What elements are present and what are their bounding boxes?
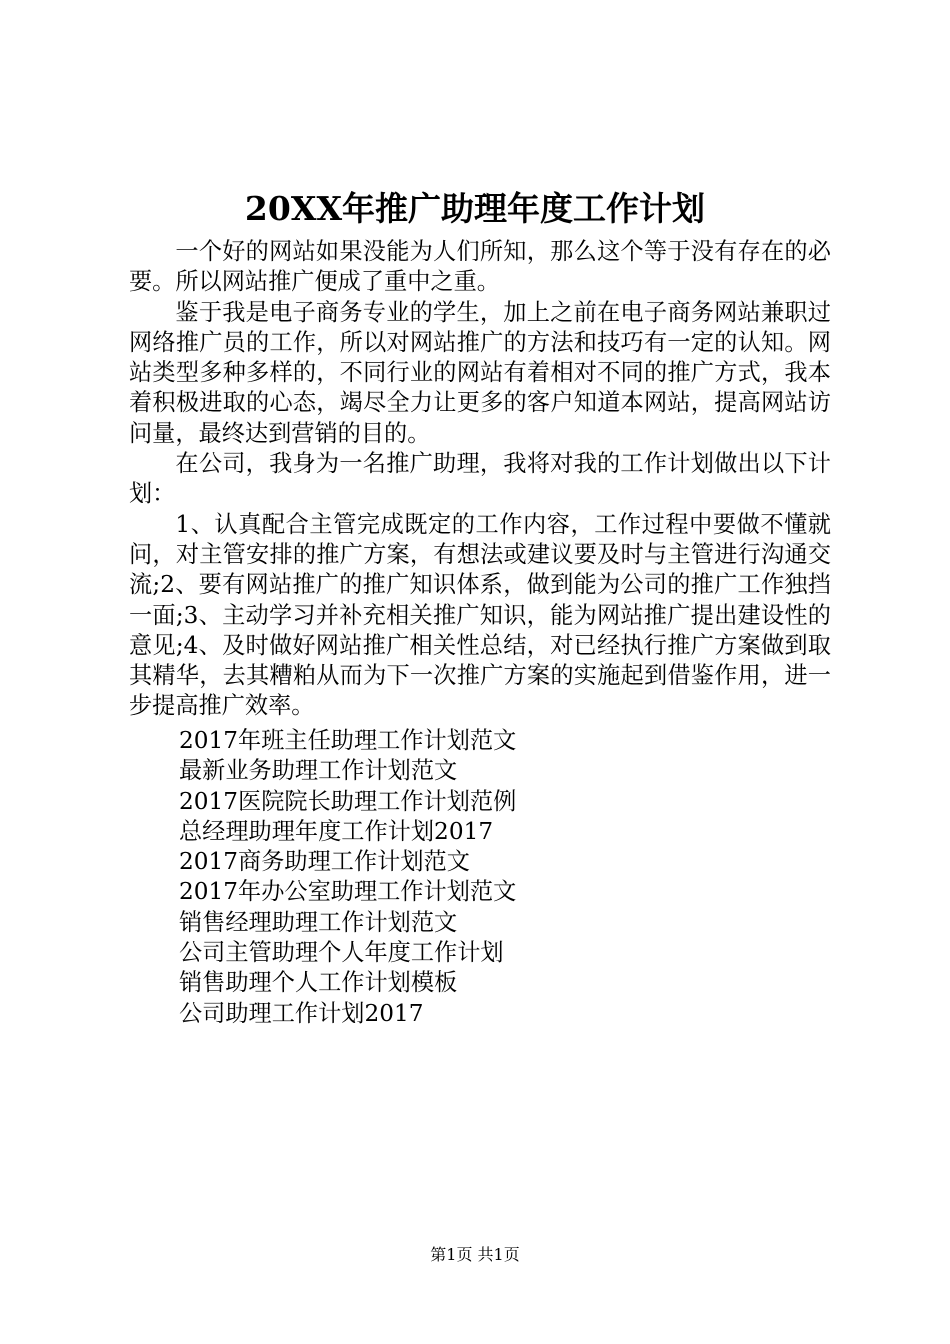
paragraph-plan-intro: 在公司，我身为一名推广助理，我将对我的工作计划做出以下计划： [129,450,831,508]
paragraph-background: 鉴于我是电子商务专业的学生，加上之前在电子商务网站兼职过网络推广员的工作，所以对网站推广的方法和技巧有一定的认知。网站类型多种多样的，不同行业的网站有着相对不同的推广方式，我本着积极进取的心态，竭尽全力让更多的客户知道本网站，提高网站访问量，最终达到营销的目的。 [129,298,831,447]
paragraph-plan-items: 1、认真配合主管完成既定的工作内容，工作过程中要做不懂就问，对主管安排的推广方案，有想法或建议要及时与主管进行沟通交流;2、要有网站推广的推广知识体系，做到能为公司的推广工作独挡一面;3、主动学习并补充相关推广知识，能为网站推广提出建设性的意见;4、及时做好网站推广相关性总结，对已经执行推广方案做到取其精华，去其糟粕从而为下一次推广方案的实施起到借鉴作用，进一步提高推广效率。 [129,510,831,720]
related-link[interactable]: 销售经理助理工作计划范文 [179,908,458,936]
related-link[interactable]: 2017医院院长助理工作计划范例 [179,787,517,815]
paragraph-intro: 一个好的网站如果没能为人们所知，那么这个等于没有存在的必要。所以网站推广便成了重中之重。 [129,238,831,296]
document-body [129,237,831,722]
related-link[interactable]: 最新业务助理工作计划范文 [179,757,458,785]
page-number-footer: 第1页 共1页 [430,1245,520,1264]
related-link[interactable]: 公司助理工作计划2017 [179,999,424,1027]
related-link[interactable]: 销售助理个人工作计划模板 [179,969,458,997]
related-link[interactable]: 2017年班主任助理工作计划范文 [179,727,517,754]
related-link[interactable]: 2017年办公室助理工作计划范文 [179,878,517,906]
related-links-list [179,726,779,1029]
related-link[interactable]: 总经理助理年度工作计划2017 [179,817,494,845]
related-link[interactable]: 2017商务助理工作计划范文 [179,848,470,876]
document-title: 20XX年推广助理年度工作计划 [244,189,706,228]
related-link[interactable]: 公司主管助理个人年度工作计划 [179,939,504,967]
